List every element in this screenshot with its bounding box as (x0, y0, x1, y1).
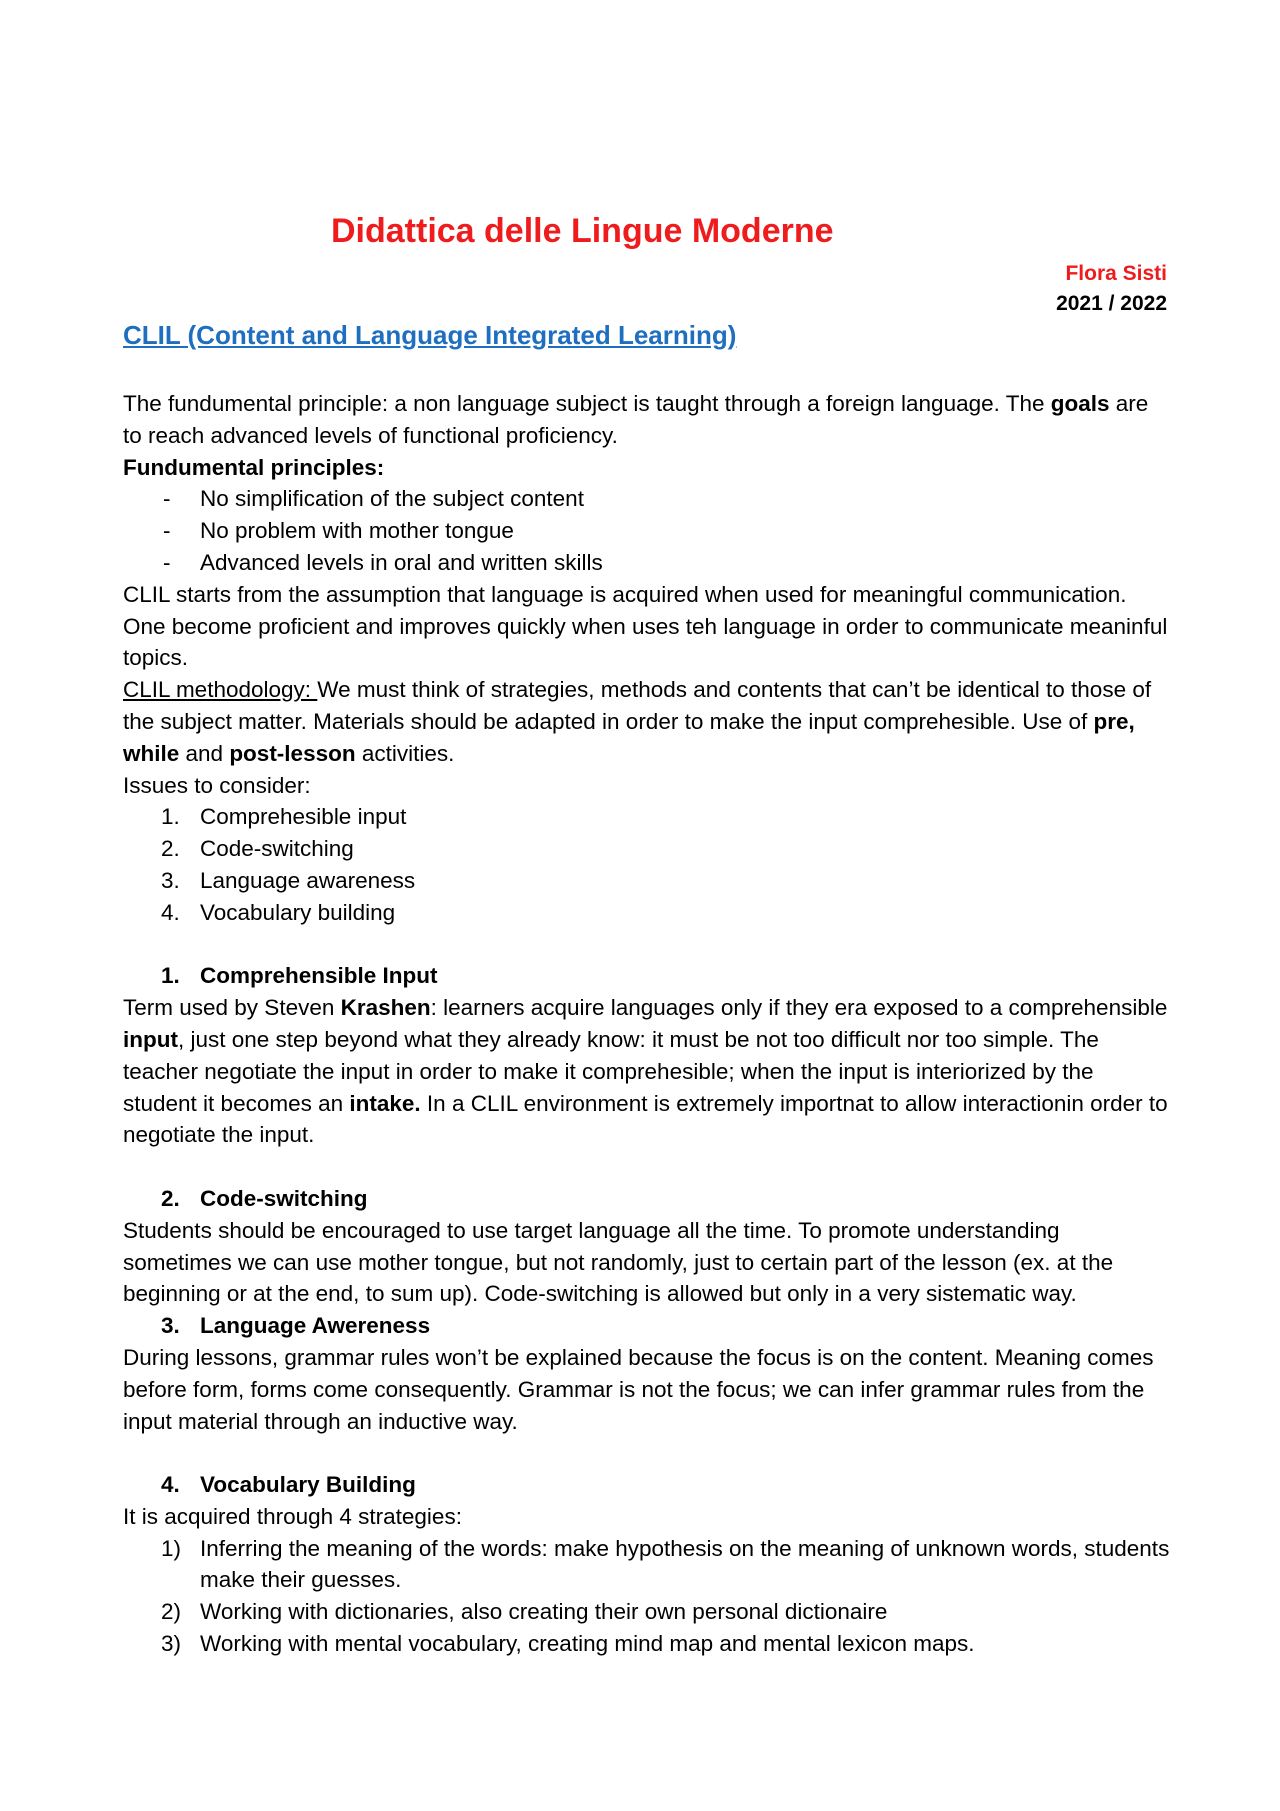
assumption-paragraph: CLIL starts from the assumption that language is acquired when used for meaningful communication. One become proficient and improves quickly when uses teh language in order to communicate meaninful topics. (123, 581, 1168, 671)
code-switching-paragraph: Students should be encouraged to use target language all the time. To promote understanding sometimes we can use mother tongue, but not randomly, just to certain part of the lesson (ex. at the beginning or at the end, to sum up). Code-switching is allowed but only in a very sistematic way. (123, 1217, 1114, 1307)
list-number: 1) (161, 1535, 182, 1561)
principles-list (123, 483, 1171, 578)
list-item (123, 801, 1171, 833)
section-number: 2. (161, 1185, 180, 1211)
section-heading-code-switching (123, 1183, 1171, 1215)
section-heading-vocabulary-building (123, 1469, 1171, 1501)
section-heading-comprehensible-input (123, 960, 1171, 992)
section-title: Comprehensible Input (200, 963, 438, 989)
list-number: 3. (161, 867, 180, 893)
list-item-text: Inferring the meaning of the words: make hypothesis on the meaning of unknown words, students make their guesses. (200, 1535, 1170, 1593)
list-item-text: Vocabulary building (200, 899, 396, 925)
list-number: 4. (161, 899, 180, 925)
section-heading-language-awareness (123, 1310, 1171, 1342)
goals-bold: goals (1050, 391, 1110, 416)
list-item-text: Working with dictionaries, also creating their own personal dictionaire (200, 1599, 888, 1625)
methodology-text: We must think of strategies, methods and contents that can’t be identical to those of the subject matter. Materials should be adapted in order to make the input comprehesible. Use of (123, 677, 1152, 734)
principles-label (123, 452, 1171, 484)
paragraph-text: In a CLIL environment is extremely importnat to allow interactionin order to negotiate the input. (123, 1090, 1168, 1148)
list-item (123, 515, 1171, 547)
list-item-text: Working with mental vocabulary, creating mind map and mental lexicon maps. (200, 1631, 975, 1657)
section-number: 3. (161, 1313, 180, 1339)
strategies-list (123, 1533, 1171, 1660)
list-number: 2) (161, 1599, 182, 1625)
methodology-and: and (179, 740, 230, 766)
intro-paragraph (123, 388, 1171, 452)
input-bold: input (123, 1026, 178, 1052)
section-heading-clil: CLIL (Content and Language Integrated Learning) (123, 320, 737, 350)
issues-label: Issues to consider: (123, 772, 311, 798)
principles-label-text: Fundumental principles: (123, 454, 385, 480)
list-item-text: No simplification of the subject content (200, 486, 584, 512)
dash-bullet: - (163, 518, 171, 544)
section-title: Vocabulary Building (200, 1472, 416, 1498)
document-title: Didattica delle Lingue Moderne (331, 212, 834, 250)
comprehensible-input-paragraph (123, 992, 1171, 1151)
list-number: 1. (161, 804, 180, 830)
paragraph-text: : learners acquire languages only if they era exposed to a comprehensible (430, 995, 1168, 1021)
list-item (123, 1533, 1171, 1597)
academic-year: 2021 / 2022 (1056, 292, 1167, 315)
language-awareness-paragraph: During lessons, grammar rules won’t be explained because the focus is on the content. Meaning comes before form, forms come consequently. Grammar is not the focus; we can infer grammar rules from the input material through an inductive way. (123, 1344, 1154, 1434)
list-item (123, 833, 1171, 865)
section-number: 1. (161, 963, 180, 989)
list-item-text: Language awareness (200, 867, 416, 893)
list-number: 3) (161, 1631, 182, 1657)
list-item (123, 865, 1171, 897)
dash-bullet: - (163, 549, 171, 575)
list-item-text: Comprehesible input (200, 804, 407, 830)
intro-text-end: are to reach advanced levels of functional proficiency. (123, 391, 1149, 448)
methodology-paragraph (123, 674, 1171, 769)
section-title: Language Awereness (200, 1313, 431, 1339)
dash-bullet: - (163, 486, 171, 512)
methodology-text-end: activities. (355, 740, 455, 766)
intro-text: The fundumental principle: a non language subject is taught through a foreign language. The (123, 391, 1051, 416)
methodology-label: CLIL methodology: (123, 677, 318, 703)
krashen-bold: Krashen (340, 995, 431, 1021)
paragraph-text: , just one step beyond what they already know: it must be not too difficult nor too simple. The teacher negotiate the input in order to make it comprehesible; when the input is interiorized by the student it becomes an (123, 1026, 1099, 1116)
paragraph-text: Term used by Steven (123, 995, 341, 1021)
list-item (123, 1628, 1171, 1660)
list-item (123, 547, 1171, 579)
list-item-text: Advanced levels in oral and written skills (200, 549, 603, 575)
post-lesson-bold: post-lesson (229, 740, 356, 766)
section-title: Code-switching (200, 1185, 368, 1211)
list-item (123, 483, 1171, 515)
intake-bold: intake. (349, 1090, 421, 1116)
issues-list (123, 801, 1171, 928)
list-item (123, 897, 1171, 929)
list-item-text: No problem with mother tongue (200, 518, 514, 544)
document-body (123, 388, 1171, 1660)
vocabulary-building-paragraph: It is acquired through 4 strategies: (123, 1503, 462, 1529)
list-item-text: Code-switching (200, 836, 354, 862)
author-name: Flora Sisti (1065, 262, 1167, 285)
list-item (123, 1596, 1171, 1628)
section-number: 4. (161, 1472, 180, 1498)
pre-while-bold: pre, while (123, 708, 1135, 766)
list-number: 2. (161, 836, 180, 862)
